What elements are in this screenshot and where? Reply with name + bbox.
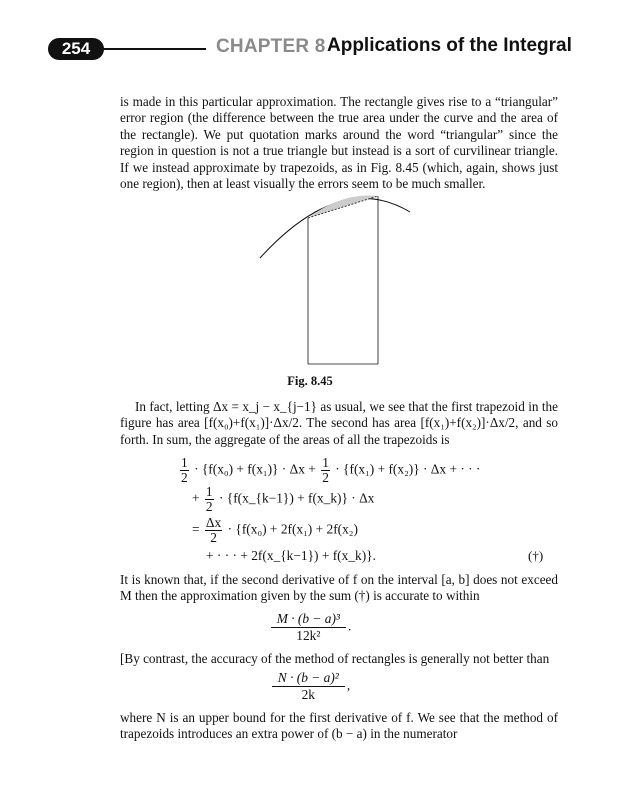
header-rule [96, 48, 206, 50]
fraction-half: $\frac{1}{2}$ [205, 484, 213, 514]
fraction-half: $\frac{1}{2}$ [322, 455, 329, 485]
body-paragraph-1: is made in this particular approximation. The rectangle gives rise to a “triangular” error region (the difference between the true area under the curve and the area of the rectangle). We put quotation marks around the word “triangular” since the region in question is not a true triangle but instead is a sort of curvilinear triangle. If we instead approximate by trapezoids, as in Fig. 8.45 (which, again, shows just one region), then at least visually the errors seem to be much smaller. [120, 94, 558, 192]
running-header [0, 0, 620, 80]
equation-tag: (†) [528, 548, 544, 563]
equation-term: · {f(x₀) + f(x₁)} · Δx + [194, 461, 316, 477]
trapezoid-top [308, 196, 378, 218]
equation-term: · {f(x₁) + f(x₂)} · Δx + · · · [335, 461, 481, 477]
trapezoid-error-bound: $\frac{\text{M · (b − a)³}}{\text{12k²}}$ . [0, 611, 620, 644]
body-paragraph-2: In fact, letting Δx = x_j − x_{j−1} as usual, we see that the first trapezoid in the figure has area [f(x₀)+f(x₁)]·Δx/2. The second has area [f(x₁)+f(x₂)]·Δx/2, and so forth. In sum, the aggregate of the areas of all the trapezoids is [120, 399, 558, 447]
body-paragraph-5: where N is an upper bound for the first derivative of f. We see that the method of trapezoids introduces an extra power of (b − a) in the numerator [120, 710, 558, 742]
chapter-label: CHAPTER 8 [216, 36, 326, 57]
figure-caption: Fig. 8.45 [287, 374, 333, 388]
equation-term: · {f(x_{k−1}) + f(x_k)} · Δx [218, 490, 375, 506]
equation-line-3: = $\frac{\Delta x}{2}$ · {f(x₀) + 2f(x₁) + 2f(x₂) [192, 515, 358, 545]
trapezoid-figure [250, 188, 420, 368]
equation-line-2: + $\frac{1}{2}$ · {f(x_{k−1}) + f(x_k)} · Δx [192, 484, 375, 514]
page-number: 254 [48, 38, 104, 60]
equation-term: · {f(x₀) + 2f(x₁) + 2f(x₂) [227, 521, 358, 537]
fraction-half: $\frac{1}{2}$ [181, 455, 188, 485]
rectangle-error-bound: $\frac{\text{N · (b − a)²}}{2k}$ , [0, 670, 620, 703]
equation-line-4: + · · · + 2f(x_{k−1}) + f(x_k)}. [206, 548, 376, 563]
chapter-title: Applications of the Integral [327, 35, 572, 56]
fraction-dx-over-2: $\frac{\Delta x}{2}$ [205, 515, 222, 545]
equation-line-1 [178, 456, 480, 485]
body-paragraph-3: It is known that, if the second derivative of f on the interval [a, b] does not exceed M then the approximation given by the sum (†) is accurate to within [120, 572, 558, 604]
body-paragraph-4: [By contrast, the accuracy of the method of rectangles is generally not better than [120, 651, 550, 666]
